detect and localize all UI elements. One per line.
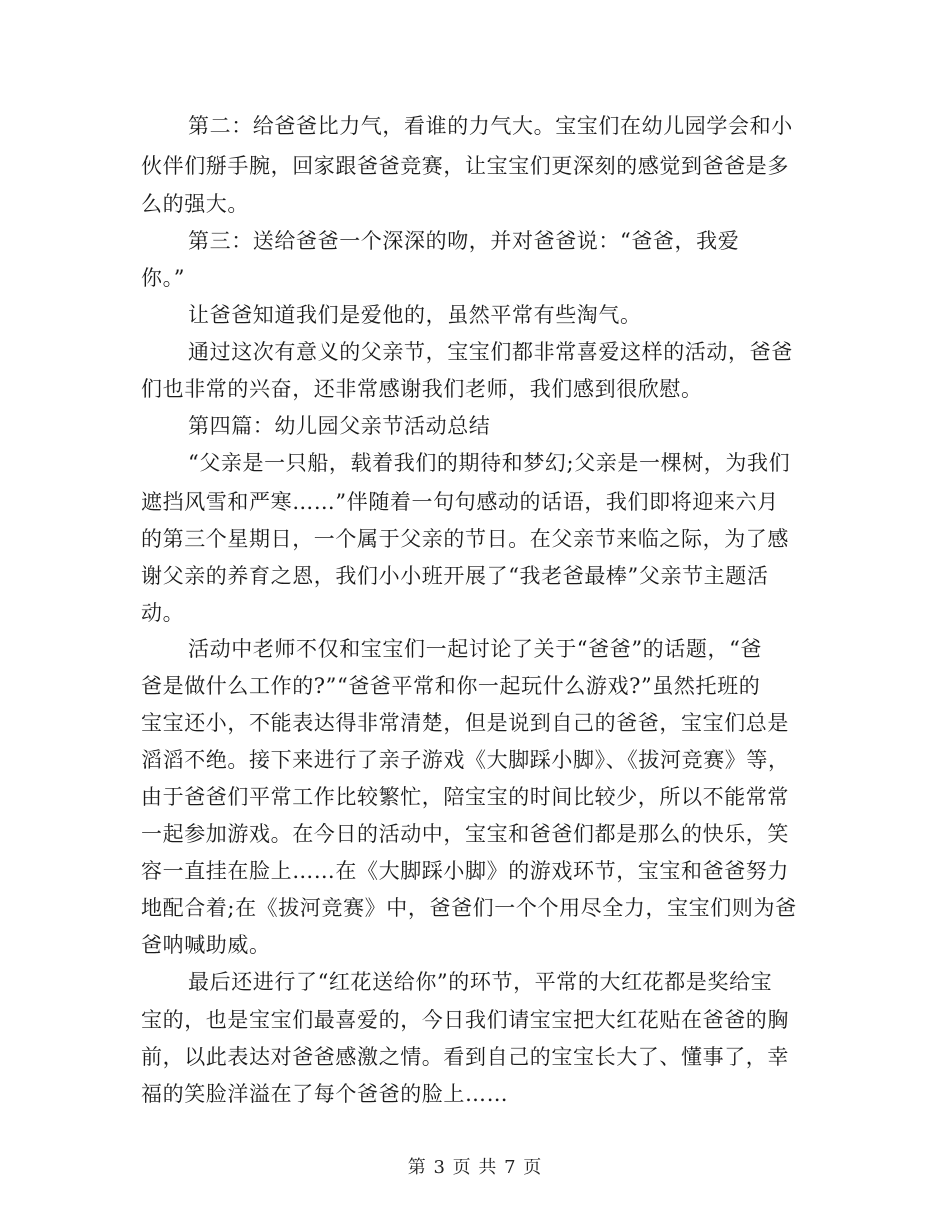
text-line: 爸是做什么工作的?”“爸爸平常和你一起玩什么游戏?”虽然托班的	[141, 674, 761, 698]
text-line: 通过这次有意义的父亲节，宝宝们都非常喜爱这样的活动，爸爸	[188, 340, 793, 364]
text-line: 宝的，也是宝宝们最喜爱的，今日我们请宝宝把大红花贴在爸爸的胸	[141, 1008, 789, 1032]
text-line: 动。	[141, 601, 185, 625]
text-line: 活动中老师不仅和宝宝们一起讨论了关于“爸爸”的话题，“爸	[188, 637, 763, 661]
text-line: “父亲是一只船，载着我们的期待和梦幻;父亲是一棵树，为我们	[188, 451, 791, 475]
text-line: 遮挡风雪和严寒……”伴随着一句句感动的话语，我们即将迎来六月	[141, 490, 779, 514]
text-line: 第二：给爸爸比力气，看谁的力气大。宝宝们在幼儿园学会和小	[188, 114, 793, 138]
text-line: 谢父亲的养育之恩，我们小小班开展了“我老爸最棒”父亲节主题活	[141, 564, 769, 588]
section-heading: 第四篇：幼儿园父亲节活动总结	[188, 414, 491, 438]
text-line: 你。”	[141, 266, 186, 290]
text-line: 伙伴们掰手腕，回家跟爸爸竞赛，让宝宝们更深刻的感觉到爸爸是多	[141, 154, 789, 178]
text-line: 一起参加游戏。在今日的活动中，宝宝和爸爸们都是那么的快乐，笑	[141, 822, 789, 846]
text-line: 福的笑脸洋溢在了每个爸爸的脸上……	[141, 1082, 509, 1106]
page-number-footer: 第 3 页 共 7 页	[407, 1157, 543, 1178]
text-line: 让爸爸知道我们是爱他的，虽然平常有些淘气。	[188, 303, 642, 327]
text-line: 的第三个星期日，一个属于父亲的节日。在父亲节来临之际，为了感	[141, 527, 789, 551]
text-line: 最后还进行了“红花送给你”的环节，平常的大红花都是奖给宝	[188, 970, 773, 994]
text-line: 容一直挂在脸上……在《大脚踩小脚》的游戏环节，宝宝和爸爸努力	[141, 859, 789, 883]
text-line: 滔滔不绝。接下来进行了亲子游戏《大脚踩小脚》、《拔河竞赛》等，	[141, 748, 790, 772]
text-line: 第三：送给爸爸一个深深的吻，并对爸爸说：“爸爸，我爱	[188, 229, 740, 253]
text-line: 由于爸爸们平常工作比较繁忙，陪宝宝的时间比较少，所以不能常常	[141, 785, 789, 809]
text-line: 们也非常的兴奋，还非常感谢我们老师，我们感到很欣慰。	[141, 377, 703, 401]
text-line: 前，以此表达对爸爸感激之情。看到自己的宝宝长大了、懂事了，幸	[141, 1045, 789, 1069]
text-line: 地配合着;在《拔河竞赛》中，爸爸们一个个用尽全力，宝宝们则为爸	[141, 896, 797, 920]
text-line: 爸呐喊助威。	[141, 933, 271, 957]
text-line: 么的强大。	[141, 192, 249, 216]
text-line: 宝宝还小，不能表达得非常清楚，但是说到自己的爸爸，宝宝们总是	[141, 711, 789, 735]
